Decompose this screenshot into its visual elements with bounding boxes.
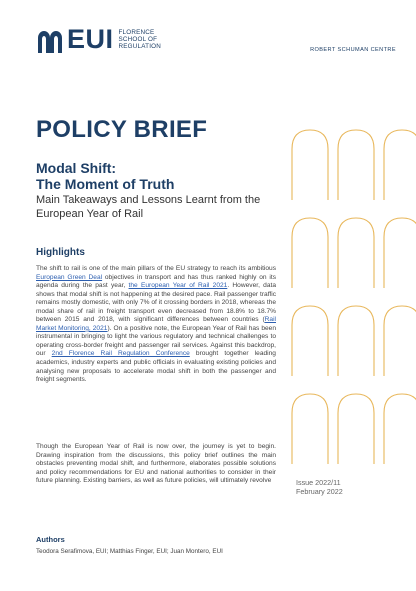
arch-shape <box>384 218 416 288</box>
rail-arch-pattern <box>290 128 416 468</box>
text-run: ). On a positive note, the European Year of Rail has been instrumental in bringing to light the various regulatory and technical challenges to operating cross-border freight and passenger rail services. Against this backdrop, our <box>36 324 276 358</box>
authors-list: Teodora Serafimova, EUI; Matthias Finger, EUI; Juan Montero, EUI <box>36 548 223 555</box>
logo-sub-line: REGULATION <box>118 43 161 51</box>
arch-shape <box>384 306 416 376</box>
arch-shape <box>338 394 374 464</box>
text-run: brought together leading academics, industry experts and public officials in evaluating existing policies and analysing new proposals to accelerate modal shift in both the passenger and freight segments. <box>36 350 276 384</box>
arch-shape <box>338 218 374 288</box>
arch-shape <box>292 218 328 288</box>
issue-date: February 2022 <box>296 487 343 496</box>
logo-sub-line: FLORENCE <box>118 28 155 36</box>
page-title <box>36 160 174 192</box>
logo-text: EUI <box>67 24 114 54</box>
issue-number: Issue 2022/11 <box>296 478 341 487</box>
highlights-paragraph-2: Though the European Year of Rail is now over, the journey is yet to begin. Drawing inspiration from the discussions, this policy brief outlines the main obstacles preventing modal shift, and furthermore, elaborates possible solutions and policy recommendations for EU and national authorities to consider in their future planning. Existing barriers, as well as future policies, will ultimately revolve <box>36 443 276 485</box>
highlights-heading: Highlights <box>36 247 85 258</box>
arch-shape <box>384 394 416 464</box>
text-run: . However, data shows that modal shift is not happening at the desired pace. Rail passenger traffic remains mostly domestic, with only 7% of it crossing borders in 2018, whereas the modal share of rail in freight transport even decreased from 18.8% to 18.7% between 2015 and 2018, with significant differences between countries ( <box>36 282 276 324</box>
centre-name: ROBERT SCHUMAN CENTRE <box>310 47 396 53</box>
link-rail-regulation-conference[interactable]: 2nd Florence Rail Regulation Conference <box>51 350 190 358</box>
title-line: The Moment of Truth <box>36 176 175 192</box>
arch-shape <box>384 130 416 200</box>
arch-shape <box>338 306 374 376</box>
title-line: Modal Shift: <box>36 160 117 176</box>
issue-info <box>296 478 343 496</box>
eui-logo <box>36 26 161 53</box>
arch-shape <box>292 130 328 200</box>
text-run: The shift to rail is one of the main pillars of the EU strategy to reach its ambitious <box>36 265 276 272</box>
text-run: objectives in transport and has thus ranked highly on its agenda during the past year, <box>36 273 276 290</box>
highlights-paragraph-1 <box>36 265 276 385</box>
logo-sub-line: SCHOOL OF <box>118 35 158 43</box>
arch-shape <box>292 394 328 464</box>
link-european-year-of-rail[interactable]: the European Year of Rail 2021 <box>128 282 228 290</box>
link-rail-market-monitoring[interactable]: Rail Market Monitoring, 2021 <box>36 316 276 332</box>
document-type: POLICY BRIEF <box>36 116 208 143</box>
logo-subtitle <box>119 29 161 51</box>
link-european-green-deal[interactable]: European Green Deal <box>36 273 103 281</box>
eui-arch-logo-icon <box>36 26 64 53</box>
authors-heading: Authors <box>36 535 65 544</box>
subtitle: Main Takeaways and Lessons Learnt from the European Year of Rail <box>36 194 261 220</box>
arch-shape <box>338 130 374 200</box>
arch-shape <box>292 306 328 376</box>
